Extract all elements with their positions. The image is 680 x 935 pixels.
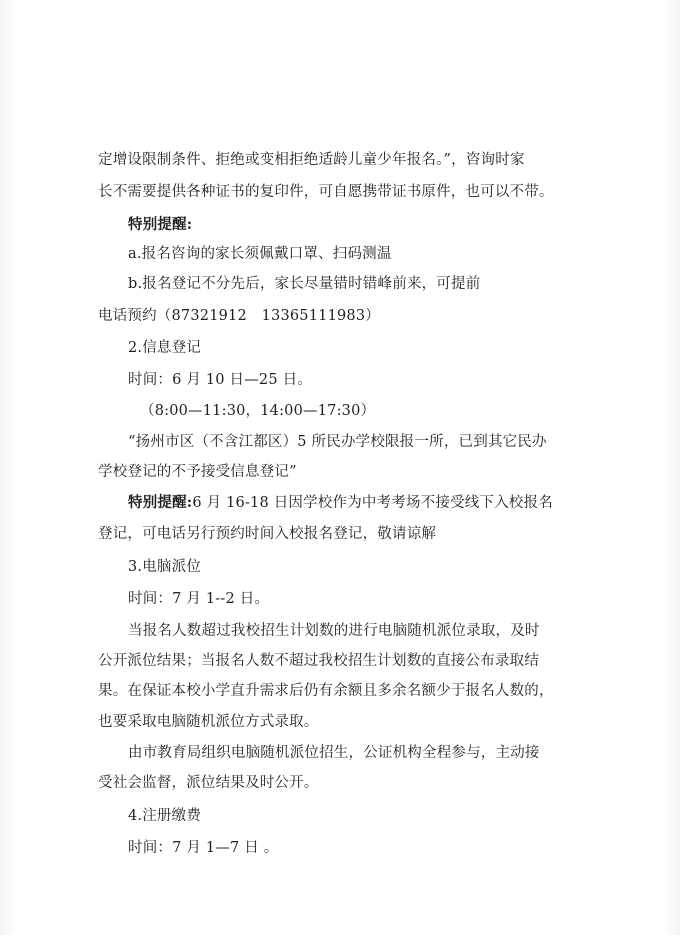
section-4-heading: 4.注册缴费 [128,808,202,824]
section-3-paragraph-line: 公开派位结果；当报名人数不超过我校招生计划数的直接公布录取结 [98,653,539,669]
paragraph-line: 定增设限制条件、拒绝或变相拒绝适龄儿童少年报名。”，咨询时家 [98,152,525,168]
section-2-notice-line: 登记，可电话另行预约时间入校报名登记，敬请谅解 [98,526,437,542]
section-3-paragraph-line: 当报名人数超过我校招生计划数的进行电脑随机派位录取，及时 [128,623,540,639]
section-2-quote-line: “扬州市区（不含江都区）5 所民办学校限报一所，已到其它民办 [128,434,547,450]
section-2-time: 时间：6 月 10 日—25 日。 [128,372,312,388]
section-3-paragraph-line: 果。在保证本校小学直升需求后仍有余额且多余名额少于报名人数的， [98,683,554,699]
section-4-time: 时间：7 月 1—7 日 。 [128,840,279,856]
section-2-hours: （8:00—11:30，14:00—17:30） [140,403,376,419]
section-2-heading: 2.信息登记 [128,340,202,356]
section-2-notice [128,493,553,513]
reminder-item-a: a.报名咨询的家长须佩戴口罩、扫码测温 [128,246,392,262]
section-3-heading: 3.电脑派位 [128,559,202,575]
reminder-heading: 特别提醒: [128,216,193,233]
section-3-time: 时间：7 月 1--2 日。 [128,591,270,607]
section-2-notice-label: 特别提醒: [128,494,193,511]
reminder-item-b-phone: 电话预约（87321912 13365111983） [98,308,380,324]
reminder-item-b: b.报名登记不分先后，家长尽量错时错峰前来，可提前 [128,276,481,292]
section-3-paragraph-line: 也要采取电脑随机派位方式录取。 [98,714,319,730]
section-2-quote-line: 学校登记的不予接受信息登记” [98,464,297,480]
section-3-paragraph-line: 由市教育局组织电脑随机派位招生，公证机构全程参与，主动接 [128,745,540,761]
paragraph-line: 长不需要提供各种证书的复印件，可自愿携带证书原件，也可以不带。 [98,184,554,200]
section-2-notice-text: 6 月 16-18 日因学校作为中考考场不接受线下入校报名 [192,495,554,511]
section-3-paragraph-line: 受社会监督，派位结果及时公开。 [98,775,319,791]
